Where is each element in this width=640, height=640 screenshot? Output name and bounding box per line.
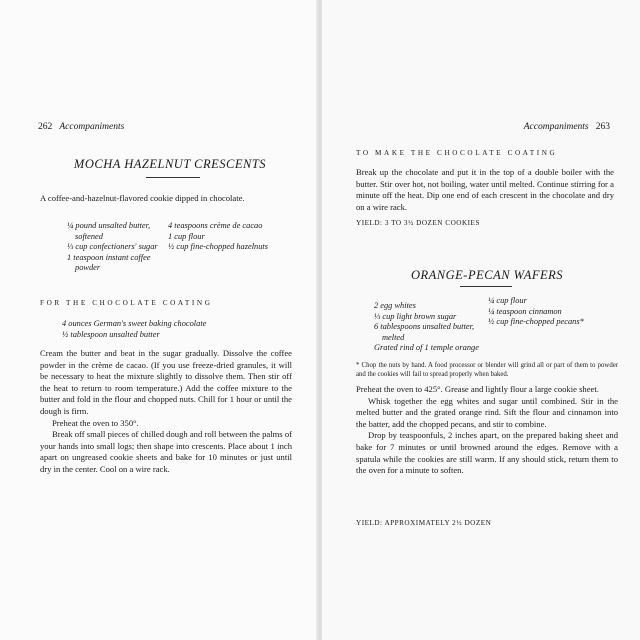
left-page-number: 262 bbox=[38, 122, 53, 132]
left-page bbox=[0, 0, 318, 640]
title-rule bbox=[460, 286, 512, 287]
left-running-head bbox=[38, 122, 124, 132]
ingredients-column-2 bbox=[168, 221, 272, 253]
ingredient-item: 4 teaspoons crème de cacao bbox=[168, 221, 263, 230]
ingredients-column-1 bbox=[374, 301, 484, 354]
ingredient-item: ¼ cup flour bbox=[488, 296, 527, 305]
ingredient-item: ½ cup fine-chopped pecans* bbox=[488, 317, 584, 327]
right-page-number: 263 bbox=[595, 122, 610, 132]
footnote: * Chop the nuts by hand. A food processor or blender will grind all or part of them to powder and the cookies will fail to spread properly when baked. bbox=[356, 362, 618, 378]
ingredient-item: ⅓ cup light brown sugar bbox=[374, 311, 457, 321]
title-rule bbox=[146, 177, 200, 178]
ingredient-item: ⅓ cup confectioners' sugar bbox=[67, 242, 158, 252]
left-running-head-text: Accompaniments bbox=[59, 122, 125, 132]
recipe-title-mocha-hazelnut-crescents: MOCHA HAZELNUT CRESCENTS bbox=[73, 157, 267, 171]
left-method bbox=[40, 348, 292, 476]
ingredient-item: 4 ounces German's sweet baking chocolate bbox=[62, 319, 207, 328]
method-paragraph: Drop by teaspoonfuls, 2 inches apart, on the prepared baking sheet and bake for 7 minutes or until browned around the edges. Remove with a spatula while the cookies are still warm. If any should stick, return them to the oven for a minute to soften. bbox=[356, 430, 618, 476]
method-paragraph: Preheat the oven to 350°. bbox=[52, 417, 139, 428]
coating-heading: FOR THE CHOCOLATE COATING bbox=[40, 299, 213, 307]
right-running-head bbox=[524, 122, 610, 132]
ingredient-item: 2 egg whites bbox=[374, 301, 416, 310]
method-paragraph: Whisk together the egg whites and sugar until combined. Stir in the melted butter and the grated orange rind. Sift the flour and cinnamon into the batter, add the chopped pecans, and stir to combine. bbox=[356, 395, 618, 429]
ingredient-item: ¼ teaspoon cinnamon bbox=[488, 306, 562, 316]
coating-method: Break up the chocolate and put it in the top of a double boiler with the butter. Stir over hot, not boiling, water until melted. Continue stirring for a minute off the heat. Dip one end of each crescent in the chocolate and dry on a wire rack. bbox=[356, 167, 614, 212]
recipe-title-orange-pecan-wafers: ORANGE-PECAN WAFERS bbox=[411, 268, 563, 282]
right-running-head-text: Accompaniments bbox=[523, 122, 589, 132]
yield-wafers: YIELD: APPROXIMATELY 2½ DOZEN bbox=[356, 519, 492, 527]
ingredients-column-1 bbox=[67, 221, 161, 274]
coating-method-heading: TO MAKE THE CHOCOLATE COATING bbox=[356, 149, 558, 157]
ingredient-item: ¼ pound unsalted butter, softened bbox=[67, 221, 151, 241]
ingredient-item: ½ tablespoon unsalted butter bbox=[62, 329, 160, 339]
ingredient-item: ½ cup fine-chopped hazelnuts bbox=[168, 242, 269, 252]
recipe-intro: A coffee-and-hazelnut-flavored cookie dipped in chocolate. bbox=[40, 193, 245, 203]
ingredients-column-2 bbox=[488, 296, 598, 328]
ingredient-item: 6 tablespoons unsalted butter, melted bbox=[374, 322, 475, 342]
ingredient-item: 1 teaspoon instant coffee powder bbox=[67, 252, 151, 273]
method-paragraph: Preheat the oven to 425°. Grease and lightly flour a large cookie sheet. bbox=[356, 384, 599, 394]
right-page bbox=[322, 0, 640, 640]
ingredient-item: Grated rind of 1 temple orange bbox=[374, 343, 479, 353]
yield-crescents: YIELD: 3 TO 3½ DOZEN COOKIES bbox=[356, 219, 480, 227]
ingredient-item: 1 cup flour bbox=[168, 231, 205, 241]
coating-ingredients bbox=[62, 319, 282, 340]
method-paragraph: Cream the butter and beat in the sugar gradually. Dissolve the coffee powder in the crème de cacao. (If you use freeze-dried granules, it will be necessary to heat the mixture slightly to dissolve them. Then stir off the heat to return to room temperature.) Add the coffee mixture to the butter and fold in the flour and chopped nuts. Chill for 1 hour or until the dough is firm. bbox=[40, 348, 292, 416]
method-paragraph: Break off small pieces of chilled dough and roll between the palms of your hands into small logs; then shape into crescents. Place about 1 inch apart on ungreased cookie sheets and bake for 10 minutes or just until dry in the center. Cool on a wire rack. bbox=[40, 429, 292, 474]
right-method bbox=[356, 384, 618, 477]
